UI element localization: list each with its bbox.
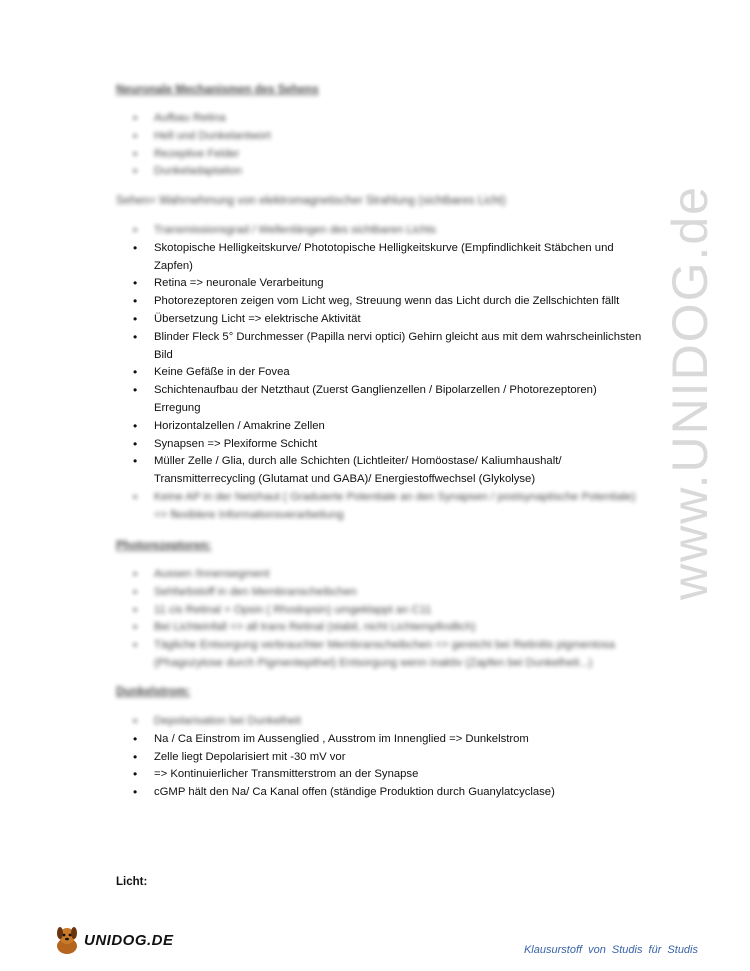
photorezeptoren-heading: Photorezeptoren: — [116, 540, 212, 552]
list-item: • Horizontalzellen / Amakrine Zellen — [116, 418, 646, 436]
dog-icon — [50, 924, 84, 958]
list-item: • Retina => neuronale Verarbeitung — [116, 275, 646, 293]
list-item: • => Kontinuierlicher Transmitterstrom an der Synapse — [116, 766, 646, 784]
photorezeptoren-list — [116, 566, 646, 673]
sehen-definition: Sehen= Wahrnehmung von elektromagnetischer Strahlung (sichtbares Licht) — [116, 195, 506, 207]
list-item: • Transmissionsgrad / Wellenlängen des sichtbaren Lichts — [116, 222, 646, 240]
dunkelstrom-heading: Dunkelstrom: — [116, 686, 191, 698]
list-item: • Hell und Dunkelantwort — [116, 128, 646, 146]
unidog-logo — [50, 924, 180, 958]
list-item: • Rezeptive Felder — [116, 146, 646, 164]
list-item: • Tägliche Entsorgung verbrauchter Membranscheibchen => gereicht bei Retinitis pigmentosa (Phagozytose durch Pigmentepithel) Entsorgung wenn inaktiv (Zapfen bei Dunkelheit...) — [116, 637, 646, 673]
sehen-list — [116, 222, 646, 525]
list-item: • Zelle liegt Depolarisiert mit -30 mV vor — [116, 749, 646, 767]
list-item: • Blinder Fleck 5° Durchmesser (Papilla nervi optici) Gehirn gleicht aus mit dem wahrscheinlichsten Bild — [116, 329, 646, 365]
page-title: Neuronale Mechanismen des Sehens — [116, 84, 319, 96]
licht-heading: Licht: — [116, 876, 148, 888]
dunkelstrom-list — [116, 713, 646, 802]
list-item: • 11 cis Retinal + Opsin ( Rhodopsin) umgeklappt an C11 — [116, 602, 646, 620]
list-item: • Sehfarbstoff in den Membranscheibchen — [116, 584, 646, 602]
list-item: • Synapsen => Plexiforme Schicht — [116, 436, 646, 454]
footer-tagline: Klausurstoff von Studis für Studis — [523, 944, 698, 956]
list-item: • Na / Ca Einstrom im Aussenglied , Ausstrom im Innenglied => Dunkelstrom — [116, 731, 646, 749]
list-item: • cGMP hält den Na/ Ca Kanal offen (ständige Produktion durch Guanylatcyclase) — [116, 784, 646, 802]
list-item: • Skotopische Helligkeitskurve/ Phototopische Helligkeitskurve (Empfindlichkeit Stäbchen und Zapfen) — [116, 240, 646, 276]
list-item: • Müller Zelle / Glia, durch alle Schichten (Lichtleiter/ Homöostase/ Kaliumhaushalt/ Transmitterrecycling (Glutamat und GABA)/ Energiestoffwechsel (Glykolyse) — [116, 453, 646, 489]
list-item: • Photorezeptoren zeigen vom Licht weg, Streuung wenn das Licht durch die Zellschichten fällt — [116, 293, 646, 311]
list-item: • Übersetzung Licht => elektrische Aktivität — [116, 311, 646, 329]
list-item: • Depolarisation bei Dunkelheit — [116, 713, 646, 731]
list-item: • Schichtenaufbau der Netzthaut (Zuerst Ganglienzellen / Bipolarzellen / Photorezeptoren) Erregung — [116, 382, 646, 418]
list-item: • Aussen /Innensegment — [116, 566, 646, 584]
list-item: • Aufbau Retina — [116, 110, 646, 128]
list-item: • Keine AP in der Netzhaut ( Graduierte Potentiale an den Synapsen / postsynaptische Potentiale) => flexiblere Informationsverarbeitung — [116, 489, 646, 525]
logo-text: UNIDOG.DE — [84, 932, 174, 949]
list-item: • Keine Gefäße in der Fovea — [116, 364, 646, 382]
intro-list — [116, 110, 646, 181]
watermark: www.UNIDOG.de — [662, 185, 718, 600]
list-item: • Dunkeladaptation — [116, 163, 646, 181]
list-item: • Bei Lichteinfall => all trans Retinal (stabil, nicht Lichtempfindlich) — [116, 619, 646, 637]
